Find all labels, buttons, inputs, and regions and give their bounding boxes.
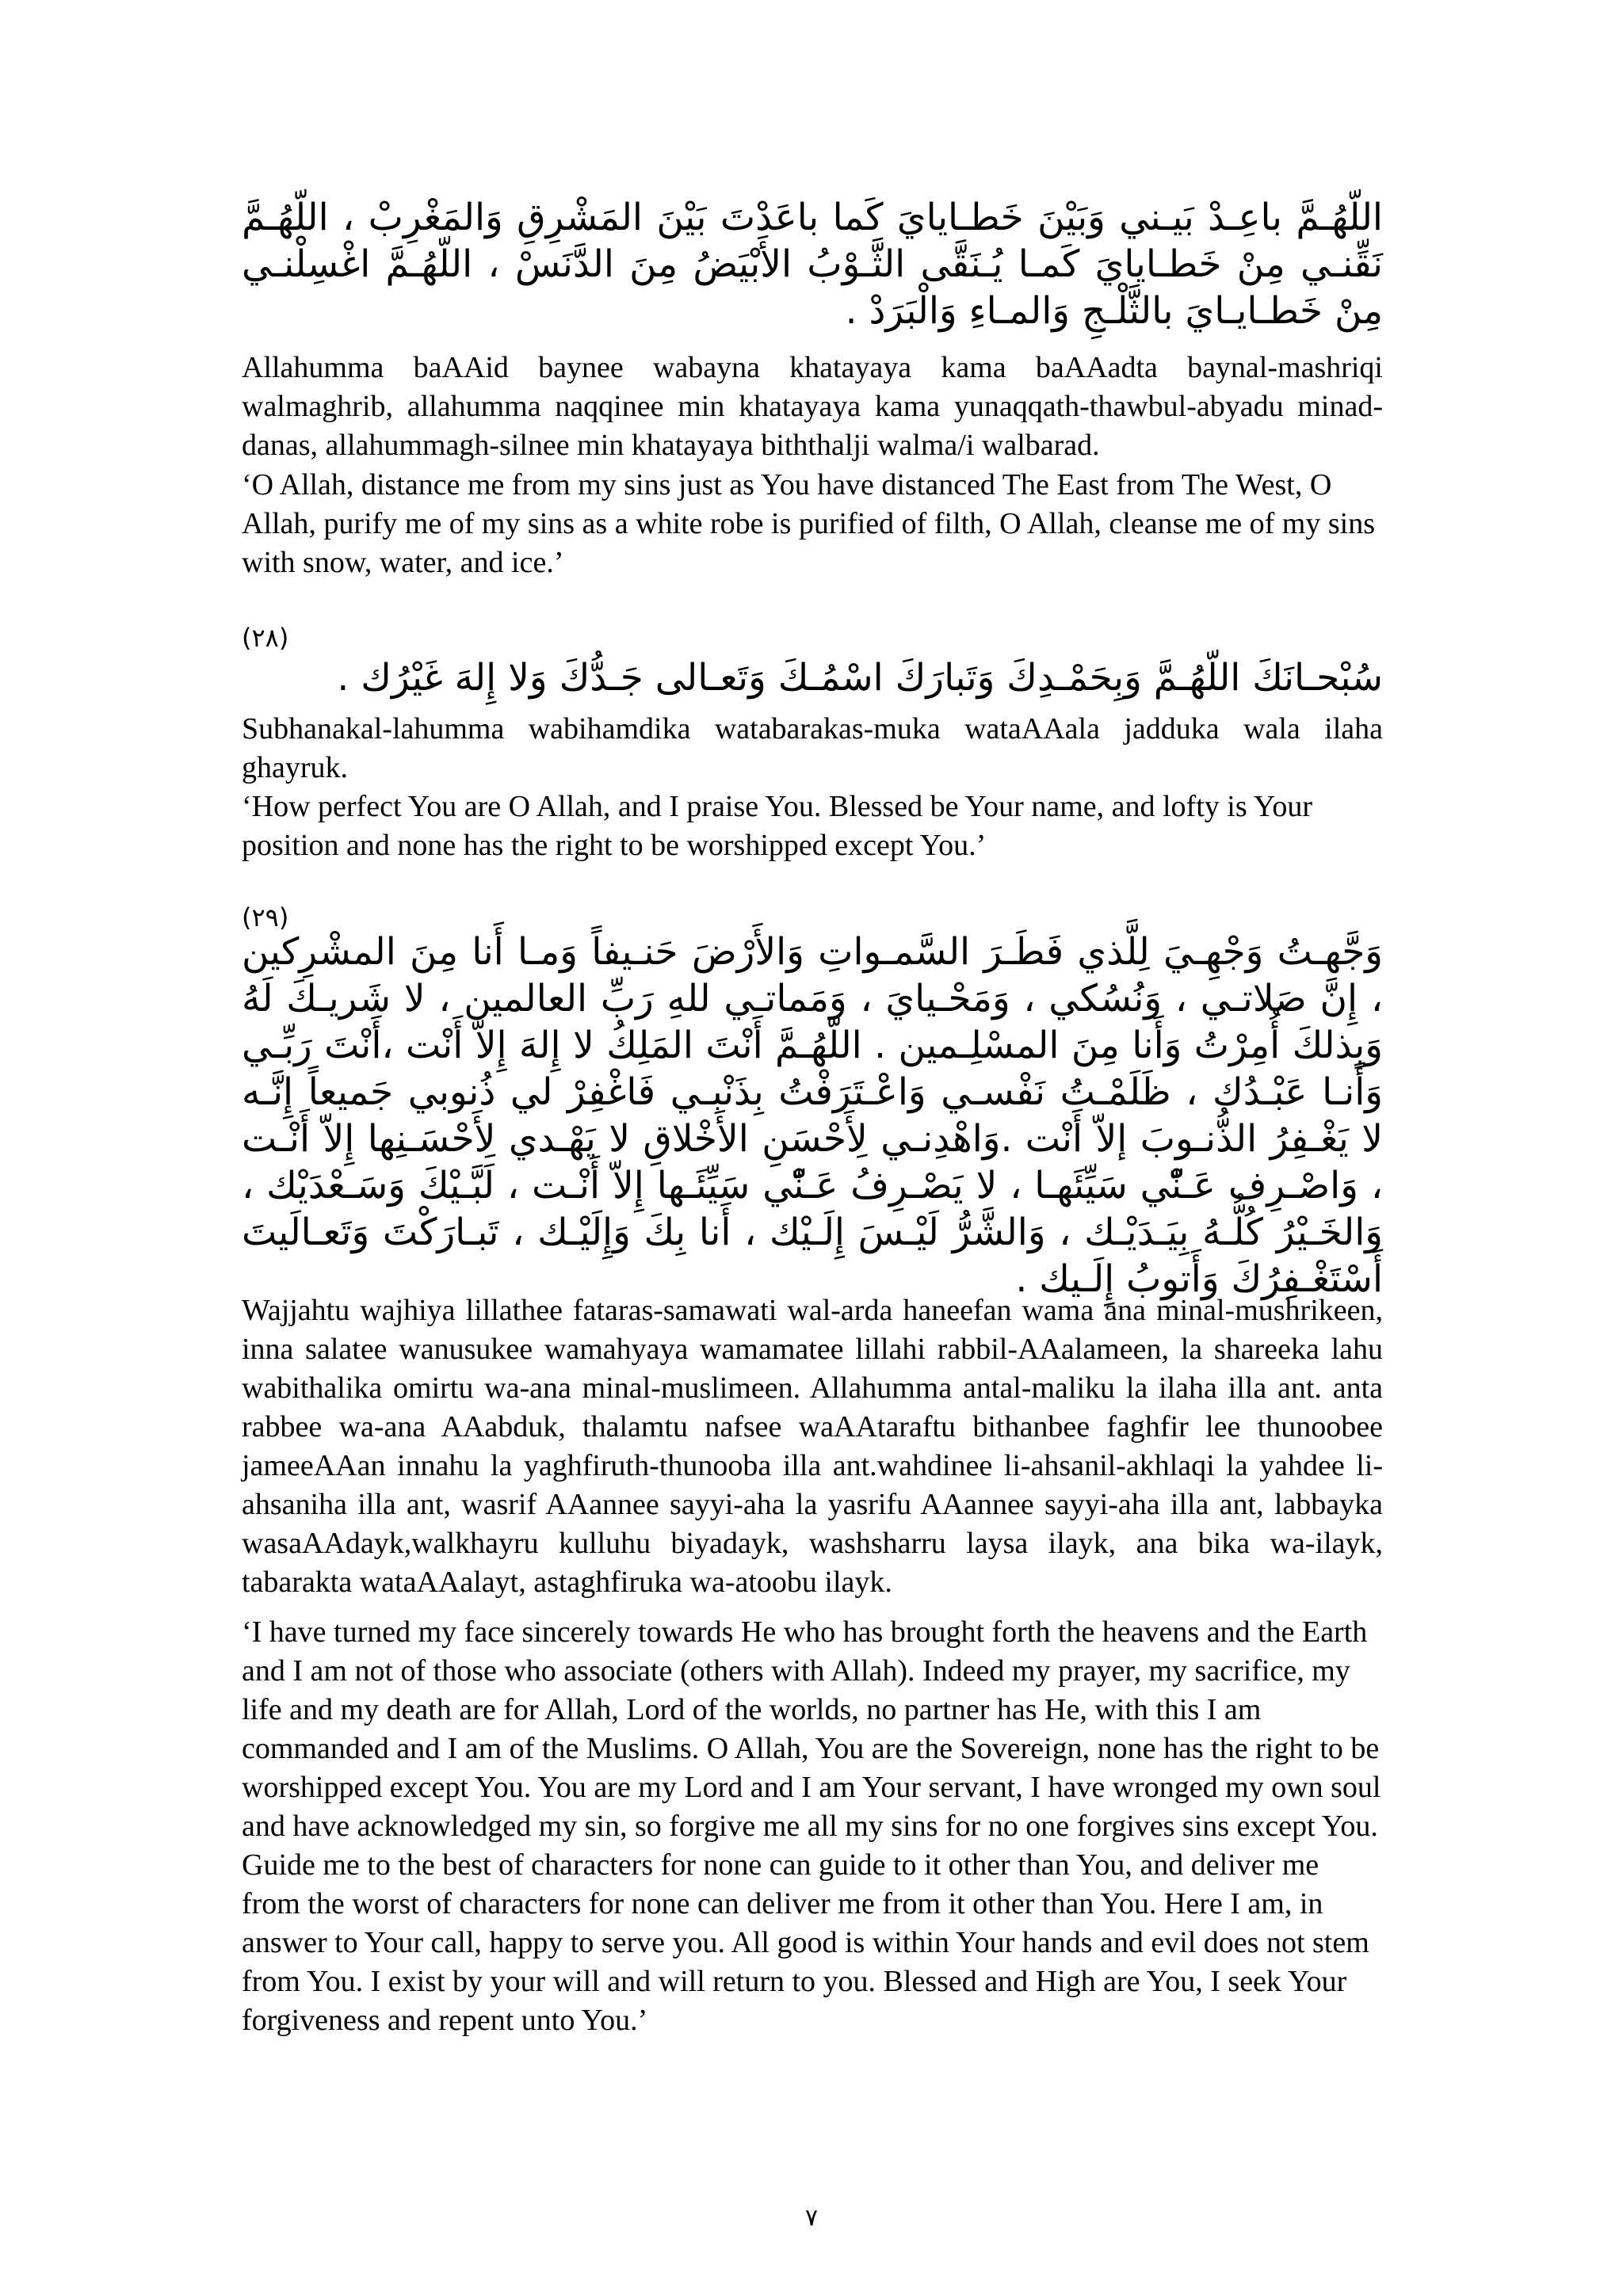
arabic-supplication-29: وَجَّهـتُ وَجْهِـيَ لِلَّذي فَطَـرَ السَّمـواتِ وَالأَرْضَ حَنـيفاً وَمـا أَنا مِنَ المشْرِكين ، إِنَّ صَلاتـي ، وَنُسُكي ، وَمَحْـيايَ ، وَمَماتـي للهِ رَبِّ العالمين ، لا شَريـكَ لَهُ وَبِذلكَ أُمِرْتُ وَأَنا مِنَ المسْلِـمين . اللّهُـمَّ أَنْتَ المَلِكُ لا إِلهَ إِلاّ أَنْت ،أَنْتَ رَبِّـي وَأَنـا عَبْـدُك ، ظَلَمْـتُ نَفْسـي وَاعْـتَرَفْتُ بِذَنْبـي فَاغْفِرْ لي ذُنوبي جَميعاً إِنَّـه لا يَغْـفِرُ الذُّنـوبَ إلاّ أَنْت .وَاهْدِنـي لِأَحْسَنِ الأَخْلاقِ لا يَهْـدي لِأَحْسَـنِها إِلاّ أَنْـت ، وَاصْـرِف عَـنّْي سَيِّئَهـا ، لا يَصْـرِفُ عَـنّْي سَيِّئَـها إِلاّ أَنْـت ، لَبَّـيْكَ وَسَـعْدَيْك ، وَالخَـيْرُ كُلُّـهُ بِيَـدَيْـك ، وَالشَّرُّ لَيْـسَ إِلَـيْك ، أَنا بِكَ وَإِلَيْـك ، تَبـارَكْتَ وَتَعـالَيتَ أَسْتَغْـفِرُكَ وَأَتوبُ إِلَـيك . bbox=[242, 930, 1383, 1301]
translation-28: ‘How perfect You are O Allah, and I praise You. Blessed be Your name, and lofty is Your position and none has the right to be worshipped except You.’ bbox=[242, 790, 1312, 862]
translation-29: ‘I have turned my face sincerely towards He who has brought forth the heavens and the Earth and I am not of those who associate (others with Allah). Indeed my prayer, my sacrifice, my life and my death are for Allah, Lord of the worlds, no partner has He, with this I am commanded and I am of the Muslims. O Allah, You are the Sovereign, none has the right to be worshipped except You. You are my Lord and I am Your servant, I have wronged my own soul and have acknowledged my sin, so forgive me all my sins for no one forgives sins except You. Guide me to the best of characters for none can guide to it other than You, and deliver me from the worst of characters for none can deliver me from it other than You. Here I am, in answer to Your call, happy to serve you. All good is within Your hands and evil does not stem from You. I exist by your will and will return to you. Blessed and High are You, I seek Your forgiveness and repent unto You.’ bbox=[242, 1615, 1381, 2037]
arabic-supplication-1: اللّهُـمَّ باعِـدْ بَيـني وَبَيْنَ خَطـايايَ كَما باعَدْتَ بَيْنَ المَشْرِقِ وَالمَغْرِبْ ، اللّهُـمَّ نَقِّنـي مِنْ خَطـايايَ كَمـا يُـنَقَّى الثَّـوْبُ الأَبْيَضُ مِنَ الدَّنَسْ ، اللّهُـمَّ اغْسِلْنـي مِنْ خَطـايـايَ بالثَّلْـجِ وَالمـاءِ وَالْبَرَدْ . bbox=[242, 196, 1383, 333]
supplication-number-28: (٢٨) bbox=[242, 623, 289, 653]
arabic-supplication-28: سُبْحـانَكَ اللّهُـمَّ وَبِحَمْـدِكَ وَتَبارَكَ اسْمُـكَ وَتَعـالى جَـدُّكَ وَلا إِلهَ غَيْرُك . bbox=[337, 656, 1383, 700]
page-number: ٧ bbox=[804, 2204, 819, 2232]
transliteration-28: Subhanakal-lahumma wabihamdika watabarakas-muka wataAAala jadduka wala ilaha ghayruk. bbox=[242, 712, 1383, 784]
supplication-number-29: (٢٩) bbox=[242, 902, 289, 933]
translation-1: ‘O Allah, distance me from my sins just as You have distanced The East from The West, O Allah, purify me of my sins as a white robe is purified of filth, O Allah, cleanse me of my sins with snow, water, and ice.’ bbox=[242, 468, 1375, 579]
transliteration-29: Wajjahtu wajhiya lillathee fataras-samawati wal-arda haneefan wama ana minal-mushrikeen, inna salatee wanusukee wamahyaya wamamatee lillahi rabbil-AAalameen, la shareeka lahu wabithalika omirtu wa-ana minal-muslimeen. Allahumma antal-maliku la ilaha illa ant. anta rabbee wa-ana AAabduk, thalamtu nafsee waAAtaraftu bithanbee faghfir lee thunoobee jameeAAan innahu la yaghfiruth-thunooba illa ant.wahdinee li-ahsanil-akhlaqi la yahdee li-ahsaniha illa ant, wasrif AAannee sayyi-aha la yasrifu AAannee sayyi-aha illa ant, labbayka wasaAAdayk,walkhayru kulluhu biyadayk, washsharru laysa ilayk, ana bika wa-ilayk, tabarakta wataAAalayt, astaghfiruka wa-atoobu ilayk. bbox=[242, 1294, 1383, 1599]
transliteration-1: Allahumma baAAid baynee wabayna khatayaya kama baAAadta baynal-mashriqi walmaghrib, allahumma naqqinee min khatayaya kama yunaqqath-thawbul-abyadu minad-danas, allahummagh-silnee min khatayaya biththalji walma/i walbarad. bbox=[242, 351, 1383, 462]
